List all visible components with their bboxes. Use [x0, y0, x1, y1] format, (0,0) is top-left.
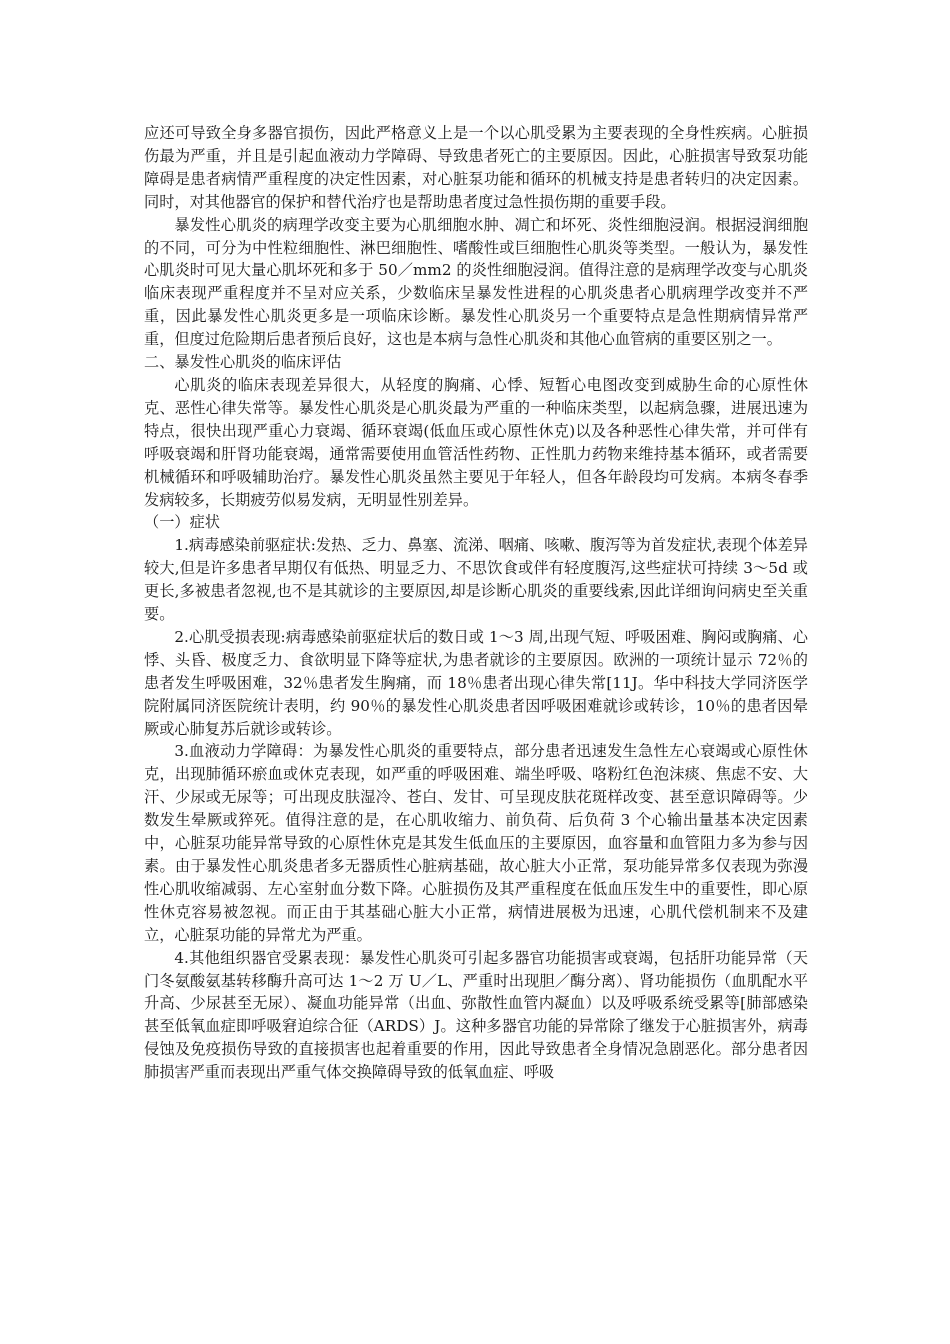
paragraph-symptom-1: 1.病毒感染前驱症状:发热、乏力、鼻塞、流涕、咽痛、咳嗽、腹泻等为首发症状,表现个体差异较大,但是许多患者早期仅有低热、明显乏力、不思饮食或伴有轻度腹泻,这些症状可持续 3～5d 或更长,多被患者忽视,也不是其就诊的主要原因,却是诊断心肌炎的重要线索,因此详细询问病史至关重要。 — [144, 536, 808, 624]
section-heading: 二、暴发性心肌炎的临床评估 — [144, 353, 342, 372]
subsection-heading: （一）症状 — [144, 513, 220, 532]
paragraph-symptom-3: 3.血液动力学障碍：为暴发性心肌炎的重要特点，部分患者迅速发生急性左心衰竭或心原性休克，出现肺循环瘀血或休克表现，如严重的呼吸困难、端坐呼吸、咯粉红色泡沫痰、焦虑不安、大汗、少尿或无尿等；可出现皮肤湿冷、苍白、发甘、可呈现皮肤花斑样改变、甚至意识障碍等。少数发生晕厥或猝死。值得注意的是，在心肌收缩力、前负荷、后负荷 3 个心输出量基本决定因素中，心脏泵功能异常导致的心原性休克是其发生低血压的主要原因，血容量和血管阻力多为参与因素。由于暴发性心肌炎患者多无器质性心脏病基础，故心脏大小正常，泵功能异常多仅表现为弥漫性心肌收缩减弱、左心室射血分数下降。心脏损伤及其严重程度在低血压发生中的重要性，即心原性休克容易被忽视。而正由于其基础心脏大小正常，病情进展极为迅速，心肌代偿机制来不及建立，心脏泵功能的异常尤为严重。 — [144, 742, 808, 944]
document-page — [144, 122, 808, 1084]
paragraph-clinical-overview: 心肌炎的临床表现差异很大，从轻度的胸痛、心悸、短暂心电图改变到威胁生命的心原性休克、恶性心律失常等。暴发性心肌炎是心肌炎最为严重的一种临床类型，以起病急骤，进展迅速为特点，很快出现严重心力衰竭、循环衰竭(低血压或心原性休克)以及各种恶性心律失常，并可伴有呼吸衰竭和肝肾功能衰竭，通常需要使用血管活性药物、正性肌力药物来维持基本循环，或者需要机械循环和呼吸辅助治疗。暴发性心肌炎虽然主要见于年轻人，但各年龄段均可发病。本病冬春季发病较多，长期疲劳似易发病，无明显性别差异。 — [144, 375, 808, 509]
paragraph-continuation: 应还可导致全身多器官损伤，因此严格意义上是一个以心肌受累为主要表现的全身性疾病。心脏损伤最为严重，并且是引起血液动力学障碍、导致患者死亡的主要原因。因此，心脏损害导致泵功能障碍是患者病情严重程度的决定性因素，对心脏泵功能和循环的机械支持是患者转归的决定因素。同时，对其他器官的保护和替代治疗也是帮助患者度过急性损伤期的重要手段。 — [144, 124, 808, 211]
paragraph-pathology: 暴发性心肌炎的病理学改变主要为心肌细胞水肿、凋亡和坏死、炎性细胞浸润。根据浸润细胞的不同，可分为中性粒细胞性、淋巴细胞性、嗜酸性或巨细胞性心肌炎等类型。一般认为，暴发性心肌炎时可见大量心肌坏死和多于 50／mm2 的炎性细胞浸润。值得注意的是病理学改变与心肌炎临床表现严重程度并不呈对应关系，少数临床呈暴发性进程的心肌炎患者心肌病理学改变并不严重，因此暴发性心肌炎更多是一项临床诊断。暴发性心肌炎另一个重要特点是急性期病情异常严重，但度过危险期后患者预后良好，这也是本病与急性心肌炎和其他心血管病的重要区别之一。 — [144, 215, 808, 349]
paragraph-symptom-2: 2.心肌受损表现:病毒感染前驱症状后的数日或 1～3 周,出现气短、呼吸困难、胸闷或胸痛、心悸、头昏、极度乏力、食欲明显下降等症状,为患者就诊的主要原因。欧洲的一项统计显示 72％的患者发生呼吸困难，32％患者发生胸痛，而 18％患者出现心律失常[11J。华中科技大学同济医学院附属同济医院统计表明，约 90％的暴发性心肌炎患者因呼吸困难就诊或转诊，10％的患者因晕厥或心肺复苏后就诊或转诊。 — [144, 627, 808, 738]
paragraph-symptom-4: 4.其他组织器官受累表现：暴发性心肌炎可引起多器官功能损害或衰竭，包括肝功能异常（天门冬氨酸氨基转移酶升高可达 1～2 万 U／L、严重时出现胆／酶分离）、肾功能损伤（血肌配水平升高、少尿甚至无尿）、凝血功能异常（出血、弥散性血管内凝血）以及呼吸系统受累等[肺部感染甚至低氧血症即呼吸窘迫综合征（ARDS）J。这种多器官功能的异常除了继发于心脏损害外，病毒侵蚀及免疫损伤导致的直接损害也起着重要的作用，因此导致患者全身情况急剧恶化。部分患者因肺损害严重而表现出严重气体交换障碍导致的低氧血症、呼吸 — [144, 948, 808, 1082]
